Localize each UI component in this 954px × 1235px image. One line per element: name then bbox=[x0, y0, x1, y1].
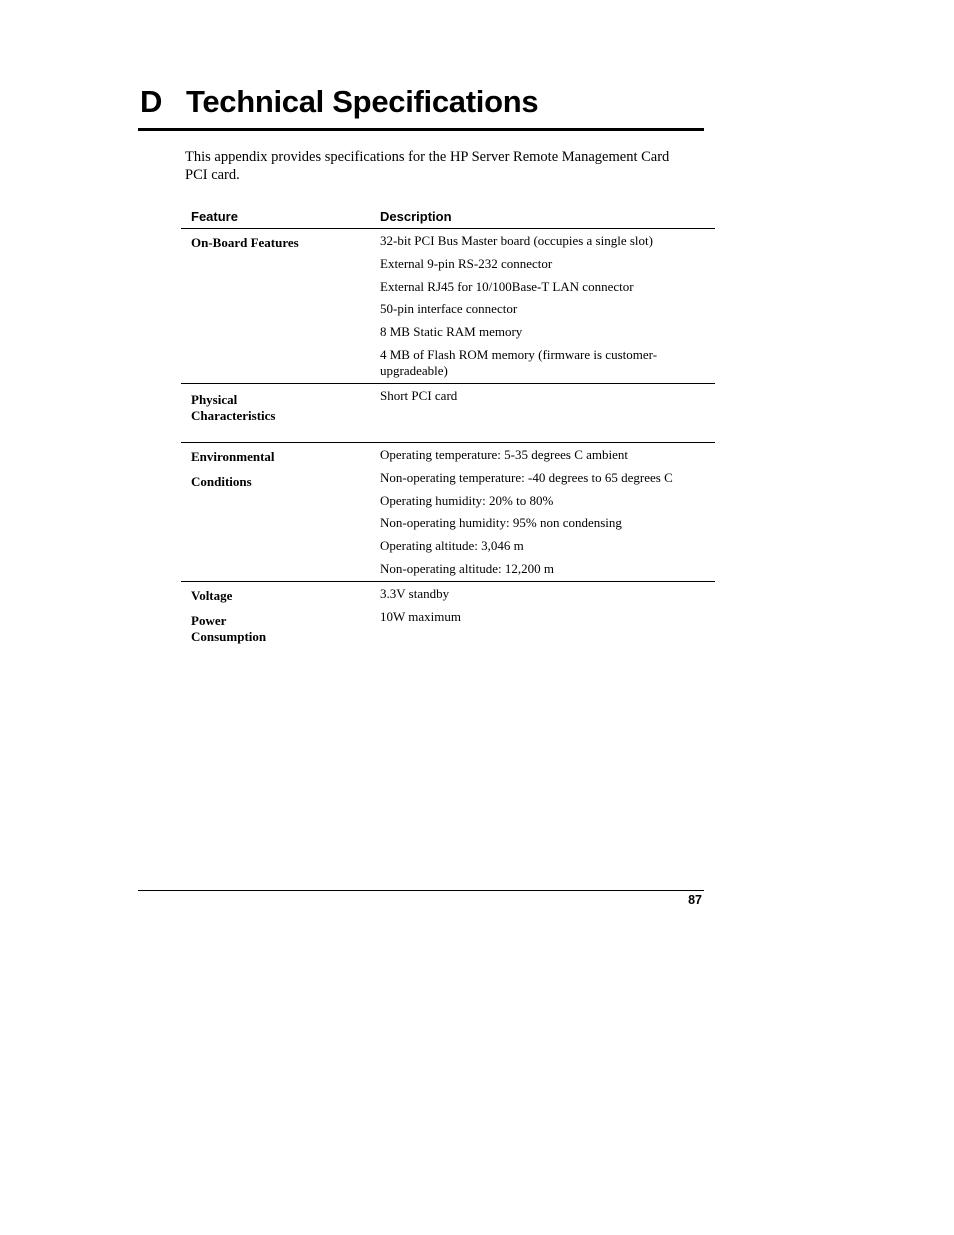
description-item: Non-operating altitude: 12,200 m bbox=[380, 560, 555, 576]
table-header-row bbox=[181, 206, 715, 229]
description-item: 50-pin interface connector bbox=[380, 301, 518, 317]
description-item: Operating humidity: 20% to 80% bbox=[380, 492, 554, 508]
footer-rule bbox=[138, 890, 704, 891]
feature-cell bbox=[181, 233, 370, 379]
feature-label: Physical Characteristics bbox=[191, 391, 276, 423]
description-item: External 9-pin RS-232 connector bbox=[380, 255, 553, 271]
description-cell bbox=[370, 447, 715, 577]
heading-rule bbox=[138, 128, 704, 131]
description-item: Non-operating humidity: 95% non condensing bbox=[380, 515, 622, 531]
description-item: External RJ45 for 10/100Base-T LAN connector bbox=[380, 278, 634, 294]
table-row bbox=[181, 443, 715, 582]
description-item: 4 MB of Flash ROM memory (firmware is customer-upgradeable) bbox=[380, 346, 658, 378]
feature-label: Voltage bbox=[191, 587, 233, 603]
description-column-header: Description bbox=[380, 209, 452, 224]
table-row bbox=[181, 582, 715, 656]
description-item: Non-operating temperature: -40 degrees to 65 degrees C bbox=[380, 469, 673, 485]
appendix-letter: D bbox=[140, 84, 163, 119]
description-item: Operating temperature: 5-35 degrees C ambient bbox=[380, 446, 628, 462]
feature-label: On-Board Features bbox=[191, 235, 299, 250]
table-row bbox=[181, 384, 715, 443]
intro-paragraph: This appendix provides specifications for the HP Server Remote Management Card PCI card. bbox=[185, 149, 670, 183]
feature-label: Conditions bbox=[191, 473, 252, 489]
description-cell bbox=[311, 388, 715, 431]
feature-cell bbox=[181, 388, 311, 431]
description-cell bbox=[370, 233, 715, 379]
description-item: Short PCI card bbox=[380, 387, 458, 403]
feature-cell bbox=[181, 586, 370, 652]
feature-column-header: Feature bbox=[191, 209, 238, 224]
description-item: 8 MB Static RAM memory bbox=[380, 324, 523, 340]
feature-label: Power Consumption bbox=[191, 612, 267, 644]
description-item: 3.3V standby bbox=[380, 585, 450, 601]
appendix-title: Technical Specifications bbox=[186, 84, 539, 119]
description-item: 32-bit PCI Bus Master board (occupies a single slot) bbox=[380, 233, 653, 248]
description-item: 10W maximum bbox=[380, 608, 462, 624]
description-item: Operating altitude: 3,046 m bbox=[380, 538, 524, 554]
description-cell bbox=[370, 586, 715, 652]
feature-label: Environmental bbox=[191, 448, 275, 464]
table-row bbox=[181, 229, 715, 384]
page-title bbox=[140, 82, 538, 122]
feature-cell bbox=[181, 447, 370, 577]
specifications-table bbox=[181, 206, 715, 656]
page-number: 87 bbox=[688, 893, 702, 907]
